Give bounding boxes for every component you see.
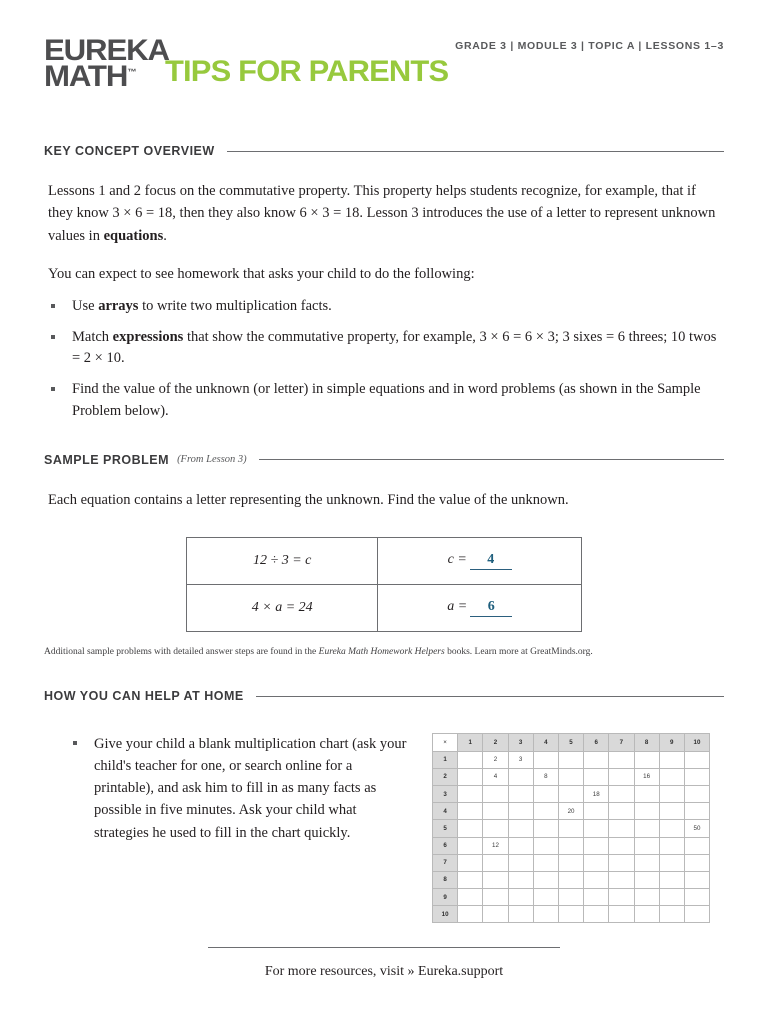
- chart-cell-2x10[interactable]: [684, 768, 709, 785]
- table-row: [433, 768, 710, 785]
- key-concept-paragraph: [48, 180, 724, 247]
- chart-cell-7x4[interactable]: [533, 854, 558, 871]
- table-row: [433, 785, 710, 802]
- chart-cell-4x7[interactable]: [609, 803, 634, 820]
- help-at-home-heading: [44, 689, 724, 703]
- chart-cell-7x6[interactable]: [584, 854, 609, 871]
- chart-corner-cell: ×: [433, 734, 458, 751]
- chart-cell-9x10[interactable]: [684, 889, 709, 906]
- chart-row-header-7: 7: [433, 854, 458, 871]
- chart-cell-5x9[interactable]: [659, 820, 684, 837]
- chart-cell-5x4[interactable]: [533, 820, 558, 837]
- chart-col-header-6: 6: [584, 734, 609, 751]
- chart-cell-10x2[interactable]: [483, 906, 508, 923]
- chart-cell-1x7[interactable]: [609, 751, 634, 768]
- chart-cell-6x7[interactable]: [609, 837, 634, 854]
- chart-col-header-4: 4: [533, 734, 558, 751]
- chart-cell-3x10[interactable]: [684, 785, 709, 802]
- table-row: [433, 803, 710, 820]
- chart-cell-1x2[interactable]: 2: [483, 751, 508, 768]
- bullet-text-post: that show the commutative property, for example, 3 × 6 = 6 × 3; 3 sixes = 6 threes; 10 twos = 2 × 10.: [72, 328, 717, 367]
- key-concept-bold-term: equations: [103, 227, 164, 244]
- chart-row-header-6: 6: [433, 837, 458, 854]
- key-concept-paragraph-part1: Lessons 1 and 2 focus on the commutative property. This property helps students recognize, for example, that if they know 3 × 6 = 18, then they also know 6 × 3 = 18. Lesson 3 introduces the use of a letter to represent unknown values in: [48, 183, 716, 244]
- page-footer: [0, 947, 768, 980]
- table-row: [187, 538, 582, 585]
- chart-cell-7x8[interactable]: [634, 854, 659, 871]
- chart-cell-8x8[interactable]: [634, 871, 659, 888]
- chart-cell-6x3[interactable]: [508, 837, 533, 854]
- chart-cell-9x7[interactable]: [609, 889, 634, 906]
- chart-cell-4x5[interactable]: 20: [558, 803, 583, 820]
- answer-label: c =: [447, 552, 467, 568]
- chart-cell-4x1[interactable]: [458, 803, 483, 820]
- table-row: [433, 820, 710, 837]
- chart-cell-5x3[interactable]: [508, 820, 533, 837]
- chart-cell-2x9[interactable]: [659, 768, 684, 785]
- chart-col-header-10: 10: [684, 734, 709, 751]
- chart-cell-5x6[interactable]: [584, 820, 609, 837]
- equation-cell: [187, 538, 378, 585]
- chart-cell-6x5[interactable]: [558, 837, 583, 854]
- grade-module-meta: GRADE 3 | MODULE 3 | TOPIC A | LESSONS 1–3: [455, 40, 724, 52]
- chart-cell-6x10[interactable]: [684, 837, 709, 854]
- chart-cell-4x2[interactable]: [483, 803, 508, 820]
- chart-cell-7x10[interactable]: [684, 854, 709, 871]
- logo-math-text: [44, 59, 169, 93]
- chart-cell-4x10[interactable]: [684, 803, 709, 820]
- chart-cell-10x6[interactable]: [584, 906, 609, 923]
- chart-cell-6x9[interactable]: [659, 837, 684, 854]
- chart-cell-10x3[interactable]: [508, 906, 533, 923]
- multiplication-chart-table: [432, 733, 710, 923]
- chart-col-header-5: 5: [558, 734, 583, 751]
- chart-cell-1x8[interactable]: [634, 751, 659, 768]
- heading-rule: [227, 151, 724, 152]
- list-item: Give your child a blank multiplication chart (ask your child's teacher for one, or search online for a printable), and ask him to fill in as many facts as possible in five minutes. Ask your child what strategies he used to fill in the chart quickly.: [70, 733, 414, 843]
- chart-cell-1x4[interactable]: [533, 751, 558, 768]
- chart-cell-5x10[interactable]: 50: [684, 820, 709, 837]
- eureka-math-logo: [44, 34, 449, 93]
- multiplication-chart: [432, 733, 710, 923]
- chart-cell-3x6[interactable]: 18: [584, 785, 609, 802]
- chart-cell-8x1[interactable]: [458, 871, 483, 888]
- chart-cell-7x5[interactable]: [558, 854, 583, 871]
- homework-intro-text: You can expect to see homework that asks your child to do the following:: [48, 266, 475, 283]
- chart-cell-4x8[interactable]: [634, 803, 659, 820]
- chart-cell-1x1[interactable]: [458, 751, 483, 768]
- chart-row-header-4: 4: [433, 803, 458, 820]
- heading-rule: [256, 696, 724, 697]
- chart-cell-7x9[interactable]: [659, 854, 684, 871]
- logo-wordmark: [44, 34, 169, 93]
- sample-problem-footnote: [44, 646, 724, 659]
- logo-eureka-text: EUREKA: [44, 34, 169, 67]
- table-row: [433, 751, 710, 768]
- chart-col-header-7: 7: [609, 734, 634, 751]
- chart-cell-1x10[interactable]: [684, 751, 709, 768]
- footnote-part2: books. Learn more at GreatMinds.org.: [444, 647, 593, 658]
- footnote-part1: Additional sample problems with detailed answer steps are found in the: [44, 647, 319, 658]
- chart-cell-4x3[interactable]: [508, 803, 533, 820]
- chart-cell-6x2[interactable]: 12: [483, 837, 508, 854]
- sample-problem-heading: [44, 453, 724, 467]
- chart-cell-10x7[interactable]: [609, 906, 634, 923]
- answer-cell: [378, 538, 582, 585]
- tips-for-parents-title: TIPS FOR PARENTS: [165, 54, 449, 88]
- chart-cell-9x8[interactable]: [634, 889, 659, 906]
- chart-header-row: [433, 734, 710, 751]
- help-at-home-text-column: [44, 733, 414, 843]
- chart-cell-3x2[interactable]: [483, 785, 508, 802]
- chart-col-header-9: 9: [659, 734, 684, 751]
- chart-cell-1x3[interactable]: 3: [508, 751, 533, 768]
- key-concept-bullet-list: [48, 296, 724, 423]
- chart-cell-8x7[interactable]: [609, 871, 634, 888]
- chart-cell-2x1[interactable]: [458, 768, 483, 785]
- chart-row-header-3: 3: [433, 785, 458, 802]
- chart-cell-8x10[interactable]: [684, 871, 709, 888]
- chart-cell-9x2[interactable]: [483, 889, 508, 906]
- chart-cell-4x4[interactable]: [533, 803, 558, 820]
- table-row: [433, 837, 710, 854]
- chart-cell-8x2[interactable]: [483, 871, 508, 888]
- chart-cell-1x5[interactable]: [558, 751, 583, 768]
- chart-cell-7x1[interactable]: [458, 854, 483, 871]
- table-row: [433, 906, 710, 923]
- help-at-home-bullet-list: [70, 733, 414, 843]
- footer-text: For more resources, visit » Eureka.support: [264, 964, 504, 979]
- chart-cell-7x3[interactable]: [508, 854, 533, 871]
- chart-cell-1x6[interactable]: [584, 751, 609, 768]
- chart-cell-8x6[interactable]: [584, 871, 609, 888]
- chart-cell-2x2[interactable]: 4: [483, 768, 508, 785]
- chart-cell-7x2[interactable]: [483, 854, 508, 871]
- chart-cell-2x4[interactable]: 8: [533, 768, 558, 785]
- chart-cell-3x7[interactable]: [609, 785, 634, 802]
- table-row: [433, 854, 710, 871]
- answer-value: 4: [470, 552, 512, 570]
- sample-problem-prompt: Each equation contains a letter representing the unknown. Find the value of the unknown.: [48, 491, 569, 508]
- chart-cell-4x9[interactable]: [659, 803, 684, 820]
- bullet-text-bold: arrays: [98, 297, 139, 314]
- chart-cell-2x5[interactable]: [558, 768, 583, 785]
- equation-text: 4 × a = 24: [251, 600, 313, 616]
- bullet-text-post: to write two multiplication facts.: [138, 297, 332, 314]
- chart-col-header-1: 1: [458, 734, 483, 751]
- answer-label: a =: [447, 599, 468, 615]
- chart-row-header-2: 2: [433, 768, 458, 785]
- chart-cell-9x5[interactable]: [558, 889, 583, 906]
- help-at-home-content: [44, 733, 724, 923]
- chart-cell-9x4[interactable]: [533, 889, 558, 906]
- chart-col-header-2: 2: [483, 734, 508, 751]
- bullet-text-pre: Find the value of the unknown (or letter) in simple equations and in word problems (as shown in the Sample Problem below).: [72, 381, 701, 419]
- chart-row-header-1: 1: [433, 751, 458, 768]
- bullet-text-pre: Use: [72, 297, 99, 314]
- chart-cell-3x8[interactable]: [634, 785, 659, 802]
- chart-row-header-5: 5: [433, 820, 458, 837]
- chart-cell-6x1[interactable]: [458, 837, 483, 854]
- key-concept-heading-label: KEY CONCEPT OVERVIEW: [44, 144, 215, 158]
- chart-cell-10x9[interactable]: [659, 906, 684, 923]
- chart-cell-2x6[interactable]: [584, 768, 609, 785]
- list-item: [48, 379, 724, 423]
- heading-rule: [259, 459, 724, 460]
- answer-value: 6: [470, 599, 512, 617]
- sample-problem-source: (From Lesson 3): [177, 454, 247, 466]
- chart-cell-3x3[interactable]: [508, 785, 533, 802]
- chart-cell-10x8[interactable]: [634, 906, 659, 923]
- chart-cell-10x1[interactable]: [458, 906, 483, 923]
- chart-cell-4x6[interactable]: [584, 803, 609, 820]
- trademark-icon: ™: [127, 66, 137, 77]
- chart-cell-6x8[interactable]: [634, 837, 659, 854]
- chart-cell-5x7[interactable]: [609, 820, 634, 837]
- table-row: [433, 871, 710, 888]
- chart-col-header-8: 8: [634, 734, 659, 751]
- chart-cell-2x3[interactable]: [508, 768, 533, 785]
- chart-cell-9x9[interactable]: [659, 889, 684, 906]
- equation-cell: [187, 585, 378, 632]
- logo-math-word: MATH: [44, 59, 128, 93]
- chart-cell-2x8[interactable]: 16: [634, 768, 659, 785]
- chart-cell-10x5[interactable]: [558, 906, 583, 923]
- chart-cell-8x9[interactable]: [659, 871, 684, 888]
- chart-row-header-9: 9: [433, 889, 458, 906]
- list-item: [48, 327, 724, 371]
- chart-cell-9x1[interactable]: [458, 889, 483, 906]
- chart-cell-10x10[interactable]: [684, 906, 709, 923]
- sample-problem-table: [186, 537, 582, 632]
- list-item: [48, 296, 724, 318]
- chart-cell-8x4[interactable]: [533, 871, 558, 888]
- chart-cell-3x4[interactable]: [533, 785, 558, 802]
- chart-cell-5x8[interactable]: [634, 820, 659, 837]
- equation-text: 12 ÷ 3 = c: [253, 553, 312, 569]
- footnote-italic-title: Eureka Math Homework Helpers: [318, 647, 445, 658]
- bullet-text-pre: Match: [72, 328, 113, 345]
- chart-cell-5x2[interactable]: [483, 820, 508, 837]
- chart-row-header-10: 10: [433, 906, 458, 923]
- bullet-text-bold: expressions: [112, 328, 184, 345]
- page-header: [44, 0, 724, 114]
- chart-cell-1x9[interactable]: [659, 751, 684, 768]
- footer-rule: [208, 947, 560, 948]
- key-concept-paragraph-part2: .: [163, 227, 167, 244]
- sample-problem-heading-label: SAMPLE PROBLEM: [44, 452, 170, 467]
- key-concept-heading: [44, 144, 724, 158]
- chart-cell-6x6[interactable]: [584, 837, 609, 854]
- chart-cell-6x4[interactable]: [533, 837, 558, 854]
- table-row: [433, 889, 710, 906]
- help-at-home-heading-label: HOW YOU CAN HELP AT HOME: [44, 689, 244, 704]
- chart-cell-5x1[interactable]: [458, 820, 483, 837]
- chart-col-header-3: 3: [508, 734, 533, 751]
- table-row: [187, 585, 582, 632]
- chart-cell-5x5[interactable]: [558, 820, 583, 837]
- chart-cell-3x1[interactable]: [458, 785, 483, 802]
- answer-cell: [378, 585, 582, 632]
- chart-cell-8x3[interactable]: [508, 871, 533, 888]
- chart-cell-2x7[interactable]: [609, 768, 634, 785]
- chart-cell-3x5[interactable]: [558, 785, 583, 802]
- chart-cell-3x9[interactable]: [659, 785, 684, 802]
- chart-cell-8x5[interactable]: [558, 871, 583, 888]
- chart-cell-10x4[interactable]: [533, 906, 558, 923]
- chart-cell-7x7[interactable]: [609, 854, 634, 871]
- chart-row-header-8: 8: [433, 871, 458, 888]
- chart-cell-9x3[interactable]: [508, 889, 533, 906]
- chart-cell-9x6[interactable]: [584, 889, 609, 906]
